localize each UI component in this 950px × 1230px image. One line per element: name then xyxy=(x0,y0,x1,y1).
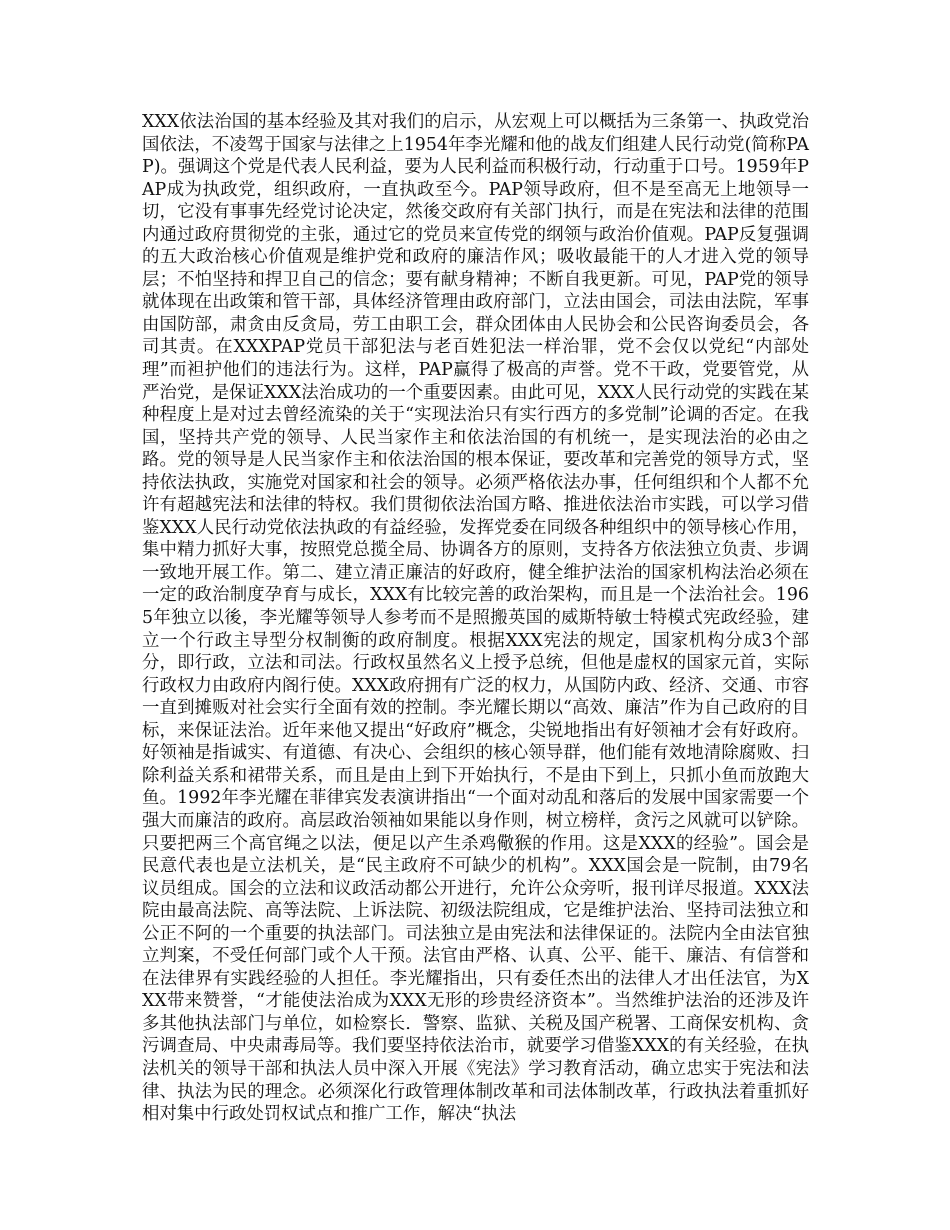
body-paragraph: XXX依法治国的基本经验及其对我们的启示，从宏观上可以概括为三条第一、执政党治国依法，不凌驾于国家与法律之上1954年李光耀和他的战友们组建人民行动党(简称PAP)。强调这个党是代表人民利益，要为人民利益而积极行动，行动重于口号。1959年PAP成为执政党，组织政府，一直执政至今。PAP领导政府，但不是至高无上地领导一切，它没有事事先经党讨论决定，然後交政府有关部门执行，而是在宪法和法律的范围内通过政府贯彻党的主张，通过它的党员来宣传党的纲领与政治价值观。PAP反复强调的五大政治核心价值观是维护党和政府的廉洁作风；吸收最能干的人才进入党的领导层；不怕坚持和捍卫自己的信念；要有献身精神；不断自我更新。可见，PAP党的领导就体现在出政策和管干部，具体经济管理由政府部门，立法由国会，司法由法院，军事由国防部，肃贪由反贪局，劳工由职工会，群众团体由人民协会和公民咨询委员会，各司其责。在XXXPAP党员干部犯法与老百姓犯法一样治罪，党不会仅以党纪“内部处理”而袒护他们的违法行为。这样，PAP赢得了极高的声誉。党不干政，党要管党，从严治党，是保证XXX法治成功的一个重要因素。由此可见，XXX人民行动党的实践在某种程度上是对过去曾经流染的关于“实现法治只有实行西方的多党制”论调的否定。在我国，坚持共产党的领导、人民当家作主和依法治国的有机统一，是实现法治的必由之路。党的领导是人民当家作主和依法治国的根本保证，要改革和完善党的领导方式，坚持依法执政，实施党对国家和社会的领导。必须严格依法办事，任何组织和个人都不允许有超越宪法和法律的特权。我们贯彻依法治国方略、推进依法治市实践，可以学习借鉴XXX人民行动党依法执政的有益经验，发挥党委在同级各种组织中的领导核心作用，集中精力抓好大事，按照党总揽全局、协调各方的原则，支持各方依法独立负责、步调一致地开展工作。第二、建立清正廉洁的好政府，健全维护法治的国家机构法治必须在一定的政治制度孕育与成长，XXX有比较完善的政治架构，而且是一个法治社会。1965年独立以後，李光耀等领导人参考而不是照搬英国的威斯特敏士特模式宪政经验，建立一个行政主导型分权制衡的政府制度。根据XXX宪法的规定，国家机构分成3个部分，即行政，立法和司法。行政权虽然名义上授予总统，但他是虚权的国家元首，实际行政权力由政府内阁行使。XXX政府拥有广泛的权力，从国防内政、经济、交通、市容一直到摊贩对社会实行全面有效的控制。李光耀长期以“高效、廉洁”作为自己政府的目标，来保证法治。近年来他又提出“好政府”概念，尖锐地指出有好领袖才会有好政府。好领袖是指诚实、有道德、有决心、会组织的核心领导群，他们能有效地清除腐败、扫除利益关系和裙带关系，而且是由上到下开始执行，不是由下到上，只抓小鱼而放跑大鱼。1992年李光耀在菲律宾发表演讲指出“一个面对动乱和落后的发展中国家需要一个强大而廉洁的政府。高层政治领袖如果能以身作则，树立榜样，贪污之风就可以铲除。只要把两三个高官绳之以法，便足以产生杀鸡儆猴的作用。这是XXX的经验”。国会是民意代表也是立法机关，是“民主政府不可缺少的机构”。XXX国会是一院制，由79名议员组成。国会的立法和议政活动都公开进行，允许公众旁听，报刊详尽报道。XXX法院由最高法院、高等法院、上诉法院、初级法院组成，它是维护法治、坚持司法独立和公正不阿的一个重要的执法部门。司法独立是由宪法和法律保证的。法院内全由法官独立判案，不受任何部门或个人干预。法官由严格、认真、公平、能干、廉洁、有信誉和在法律界有实践经验的人担任。李光耀指出，只有委任杰出的法律人才出任法官，为XXX带来赞誉，“才能使法治成为XXX无形的珍贵经济资本”。当然维护法治的还涉及许多其他执法部门与单位，如检察长．警察、监狱、关税及国产税署、工商保安机构、贪污调查局、中央肃毒局等。我们要坚持依法治市，就要学习借鉴XXX的有关经验，在执法机关的领导干部和执法人员中深入开展《宪法》学习教育活动，确立忠实于宪法和法律、执法为民的理念。必须深化行政管理体制改革和司法体制改革，行政执法着重抓好相对集中行政处罚权试点和推广工作，解决“执法 xyxy=(142,112,809,1125)
